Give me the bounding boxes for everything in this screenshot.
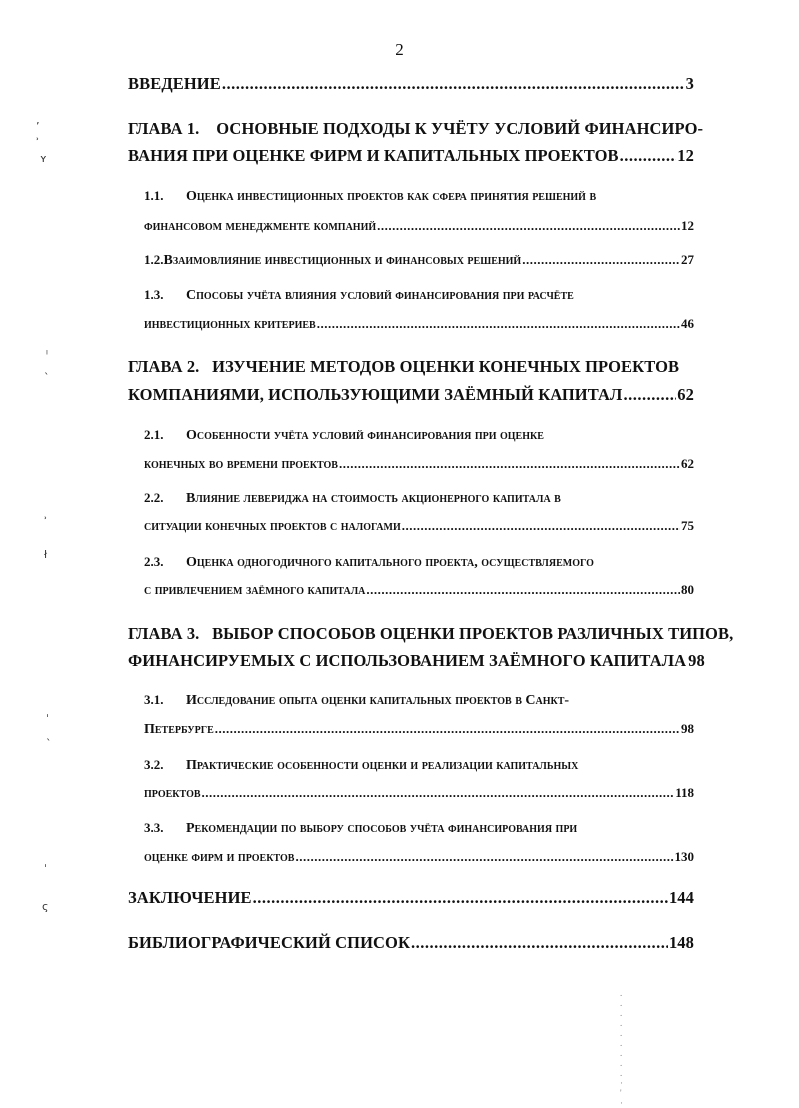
toc-page: 98 [688,651,705,670]
toc-title: Практические особенности оценки и реализации капитальных [186,758,579,773]
toc-page: 118 [675,785,694,800]
toc-entry-s13-line1[interactable] [144,287,694,304]
section-number: 3.3. [144,820,164,835]
toc-title: с привлечением заёмного капитала [144,583,366,598]
section-number: 2.1. [144,427,164,442]
leader-dots [339,456,680,472]
toc-entry-s31-line2[interactable] [144,721,694,738]
toc-title: ВВЕДЕНИЕ [128,74,221,93]
toc-title: Оценка одногодичного капитального проекта, осуществляемого [186,555,594,570]
toc-title: ГЛАВА 1. ОСНОВНЫЕ ПОДХОДЫ К УЧЁТУ УСЛОВИЙ ФИНАНСИРО- [128,119,704,138]
toc-title: ФИНАНСИРУЕМЫХ С ИСПОЛЬЗОВАНИЕМ ЗАЁМНОГО КАПИТАЛА [128,651,687,670]
toc-entry-ch2-line2[interactable] [128,385,694,405]
scan-speck: ˡ [46,348,48,361]
toc-entry-s23-line2[interactable] [144,582,694,599]
scan-speck: ʏ [40,152,47,165]
section-number: 2.2. [144,490,164,505]
toc-title: финансовом менеджменте компаний [144,219,377,234]
toc-page: 80 [681,582,694,597]
toc-entry-intro[interactable] [128,74,694,94]
toc-title: Исследование опыта оценки капитальных проектов в Санкт- [186,693,570,708]
toc-title: Способы учёта влияния условий финансирования при расчёте [186,288,574,303]
toc-entry-s33-line2[interactable] [144,849,694,866]
section-number: 1.2. [144,252,164,267]
toc-page: 46 [681,316,694,331]
toc-entry-s23-line1[interactable] [144,554,694,571]
toc-page: 98 [681,721,694,736]
leader-dots [411,933,668,953]
toc-title: Взаимовлияние инвестиционных и финансовых решений [163,253,522,268]
leader-dots [623,385,676,405]
toc-title: ситуации конечных проектов с налогами [144,519,401,534]
toc-entry-ch1-line2[interactable] [128,146,694,166]
toc-page: 148 [668,933,694,952]
scan-speck: ˎ [44,362,50,375]
toc-title: Оценка инвестиционных проектов как сфера принятия решений в [186,189,597,204]
leader-dots [215,721,680,737]
toc-entry-bibliography[interactable] [128,933,694,953]
toc-entry-s11-line1[interactable] [144,188,694,205]
toc-title: КОМПАНИЯМИ, ИСПОЛЬЗУЮЩИМИ ЗАЁМНЫЙ КАПИТАЛ [128,385,623,404]
leader-dots [366,582,680,598]
leader-dots [202,785,675,801]
leader-dots [377,218,680,234]
toc-title: ГЛАВА 3. ВЫБОР СПОСОБОВ ОЦЕНКИ ПРОЕКТОВ РАЗЛИЧНЫХ ТИПОВ, [128,624,734,643]
toc-page: 12 [677,146,694,165]
leader-dots [253,888,668,908]
section-number: 2.3. [144,554,164,569]
toc-entry-s12[interactable] [144,252,694,269]
page-number: 2 [395,40,404,59]
toc-title: ГЛАВА 2. ИЗУЧЕНИЕ МЕТОДОВ ОЦЕНКИ КОНЕЧНЫХ ПРОЕКТОВ [128,357,680,376]
toc-page: 144 [668,888,694,907]
leader-dots [620,146,677,166]
toc-title: ВАНИЯ ПРИ ОЦЕНКЕ ФИРМ И КАПИТАЛЬНЫХ ПРОЕКТОВ [128,146,619,165]
scan-speck: ʼ ˒ [36,120,40,146]
leader-dots [522,252,680,268]
toc-page: 62 [681,456,694,471]
section-number: 3.1. [144,692,164,707]
section-number: 3.2. [144,757,164,772]
toc-entry-s31-line1[interactable] [144,692,694,709]
scan-speck: ˈ [46,712,50,725]
toc-page: 27 [681,252,694,267]
toc-entry-s32-line1[interactable] [144,757,694,774]
toc-entry-s32-line2[interactable] [144,785,694,802]
section-number: 1.1. [144,188,164,203]
toc-entry-s33-line1[interactable] [144,820,694,837]
toc-entry-ch3-line2[interactable] [128,651,705,671]
toc-entry-ch1-line1[interactable] [128,119,704,139]
toc-title: Петербурге [144,722,214,737]
section-number: 1.3. [144,287,164,302]
toc-page: 62 [677,385,694,404]
toc-page: 130 [674,849,694,864]
toc-entry-ch2-line1[interactable] [128,357,694,377]
leader-dots [402,518,680,534]
toc-entry-s13-line2[interactable] [144,316,694,333]
leader-dots [295,849,673,865]
toc-title: Рекомендации по выбору способов учёта финансирования при [186,821,578,836]
toc-title: проектов [144,786,201,801]
toc-entry-s22-line1[interactable] [144,490,694,507]
toc-page: 3 [685,74,694,93]
toc-entry-s22-line2[interactable] [144,518,694,535]
scan-speck: ς [42,900,49,913]
toc-title: оценке фирм и проектов [144,850,295,865]
toc-title: БИБЛИОГРАФИЧЕСКИЙ СПИСОК [128,933,411,952]
toc-entry-s11-line2[interactable] [144,218,694,235]
toc-page: 75 [681,518,694,533]
toc-title: ЗАКЛЮЧЕНИЕ [128,888,252,907]
scan-speck: ˎ [46,728,52,741]
leader-dots [317,316,680,332]
toc-entry-s21-line2[interactable] [144,456,694,473]
scan-speck: ł [44,548,48,561]
toc-entry-ch3-line1[interactable] [128,624,734,644]
toc-title: инвестиционных критериев [144,317,316,332]
toc-title: конечных во времени проектов [144,457,338,472]
scan-speck: ˈ [44,862,48,875]
scan-speck: . . . . . . . . . · ' · [620,988,624,1108]
toc-title: Особенности учёта условий финансирования при оценке [186,428,544,443]
leader-dots [222,74,685,94]
toc-entry-s21-line1[interactable] [144,427,694,444]
toc-entry-conclusion[interactable] [128,888,694,908]
toc-page: 12 [681,218,694,233]
scan-speck: ˒ [44,512,48,525]
toc-title: Влияние левериджа на стоимость акционерного капитала в [186,491,561,506]
